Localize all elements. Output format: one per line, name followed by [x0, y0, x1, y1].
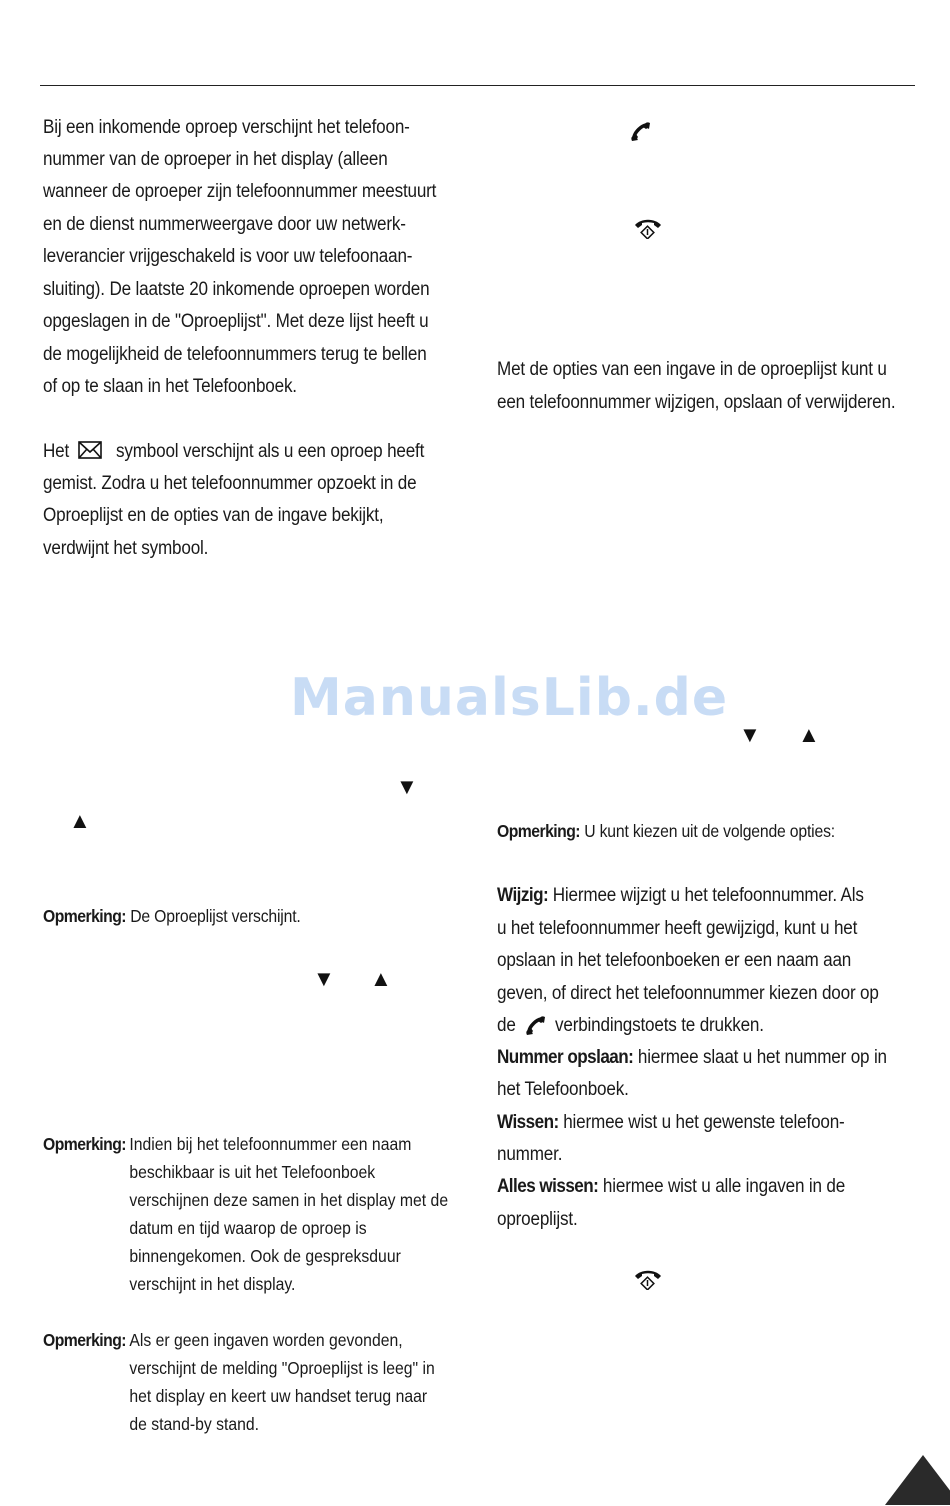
alles-line-2: oproeplijst. — [497, 1209, 578, 1230]
wijzig-end: verbindingstoets te drukken. — [555, 1015, 764, 1036]
intro-line-9: of op te slaan in het Telefoonboek. — [43, 376, 297, 397]
note3-body — [129, 1326, 462, 1438]
note2-line-5: binnengekomen. Ook de gespreksduur — [129, 1246, 401, 1266]
wijzig-line-4: geven, of direct het telefoonnummer kiezen door op — [497, 983, 879, 1004]
end-call-icon — [633, 217, 663, 239]
up-arrow-icon: ▲ — [798, 722, 820, 747]
wissen-label: Wissen: — [497, 1112, 559, 1133]
wissen-line-2: nummer. — [497, 1144, 563, 1165]
intro-line-7: opgeslagen in de "Oproeplijst". Met deze lijst heeft u — [43, 311, 429, 332]
call-handset-icon — [629, 120, 653, 144]
intro-line-6: sluiting). De laatste 20 inkomende oproepen worden — [43, 279, 430, 300]
wissen-text-1: hiermee wist u het gewenste telefoon- — [563, 1112, 845, 1133]
missed-line-3: Oproeplijst en de opties van de ingave bekijkt, — [43, 505, 384, 526]
up-arrow-icon: ▲ — [370, 966, 392, 991]
note2-body — [129, 1130, 462, 1298]
wijzig-text-1: Hiermee wijzigt u het telefoonnummer. Als — [552, 885, 864, 906]
intro-line-5: leverancier vrijgeschakeld is voor uw telefoonaan- — [43, 246, 413, 267]
right-note — [497, 817, 835, 845]
note2-line-3: verschijnen deze samen in het display met de — [129, 1190, 449, 1210]
options-line-1: Met de opties van een ingave in de oproeplijst kunt u — [497, 359, 887, 380]
note2-line-6: verschijnt in het display. — [129, 1274, 296, 1294]
wijzig-de: de — [497, 1015, 516, 1036]
alles-line-1 — [497, 1171, 845, 1204]
call-handset-icon — [524, 1014, 548, 1038]
intro-line-3: wanneer de oproeper zijn telefoonnummer meestuurt — [43, 181, 437, 202]
intro-line-8: de mogelijkheid de telefoonnummers terug te bellen — [43, 344, 427, 365]
note3-label: Opmerking: — [43, 1330, 126, 1350]
note2-line-1: Indien bij het telefoonnummer een naam — [129, 1134, 412, 1154]
header-rule — [40, 85, 915, 86]
end-call-icon — [633, 1268, 663, 1290]
down-arrow-icon: ▼ — [739, 722, 761, 747]
missed-rest-line-1: symbool verschijnt als u een oproep heeft — [116, 441, 425, 462]
wijzig-line-3: opslaan in het telefoonboeken er een naam aan — [497, 950, 852, 971]
opslaan-line-2: het Telefoonboek. — [497, 1079, 629, 1100]
note1-label: Opmerking: — [43, 906, 126, 926]
wijzig-line-2: u het telefoonnummer heeft gewijzigd, kunt u het — [497, 918, 858, 939]
watermark: ManualsLib.de — [290, 668, 729, 728]
note2-label: Opmerking: — [43, 1134, 126, 1154]
missed-line-2: gemist. Zodra u het telefoonnummer opzoekt in de — [43, 473, 417, 494]
missed-line-4: verdwijnt het symbool. — [43, 538, 209, 559]
intro-line-1: Bij een inkomende oproep verschijnt het telefoon- — [43, 117, 410, 138]
note3-line-4: de stand-by stand. — [129, 1414, 259, 1434]
right-note-text: U kunt kiezen uit de volgende opties: — [584, 821, 835, 841]
intro-line-2: nummer van de oproeper in het display (alleen — [43, 149, 388, 170]
wijzig-line-1 — [497, 880, 864, 913]
up-arrow-icon: ▲ — [69, 808, 91, 833]
intro-line-4: en de dienst nummerweergave door uw netwerk- — [43, 214, 406, 235]
next-page-triangle[interactable] — [885, 1455, 950, 1505]
note1-text: De Oproeplijst verschijnt. — [130, 906, 301, 926]
wissen-line-1 — [497, 1107, 845, 1140]
note3-line-1: Als er geen ingaven worden gevonden, — [129, 1330, 403, 1350]
right-note-label: Opmerking: — [497, 821, 580, 841]
down-arrow-icon: ▼ — [396, 774, 418, 799]
missed-prefix: Het — [43, 441, 70, 462]
options-line-2: een telefoonnummer wijzigen, opslaan of verwijderen. — [497, 392, 896, 413]
note2-line-4: datum en tijd waarop de oproep is — [129, 1218, 367, 1238]
note3-line-2: verschijnt de melding "Oproeplijst is leeg" in — [129, 1358, 435, 1378]
opslaan-text-1: hiermee slaat u het nummer op in — [637, 1047, 887, 1068]
note2-line-2: beschikbaar is uit het Telefoonboek — [129, 1162, 376, 1182]
down-arrow-icon: ▼ — [313, 966, 335, 991]
note3-line-3: het display en keert uw handset terug naar — [129, 1386, 428, 1406]
alles-label: Alles wissen: — [497, 1176, 599, 1197]
wijzig-label: Wijzig: — [497, 885, 549, 906]
envelope-icon — [78, 441, 102, 459]
alles-text-1: hiermee wist u alle ingaven in de — [602, 1176, 846, 1197]
opslaan-line-1 — [497, 1042, 887, 1075]
note1 — [43, 902, 301, 930]
opslaan-label: Nummer opslaan: — [497, 1047, 634, 1068]
